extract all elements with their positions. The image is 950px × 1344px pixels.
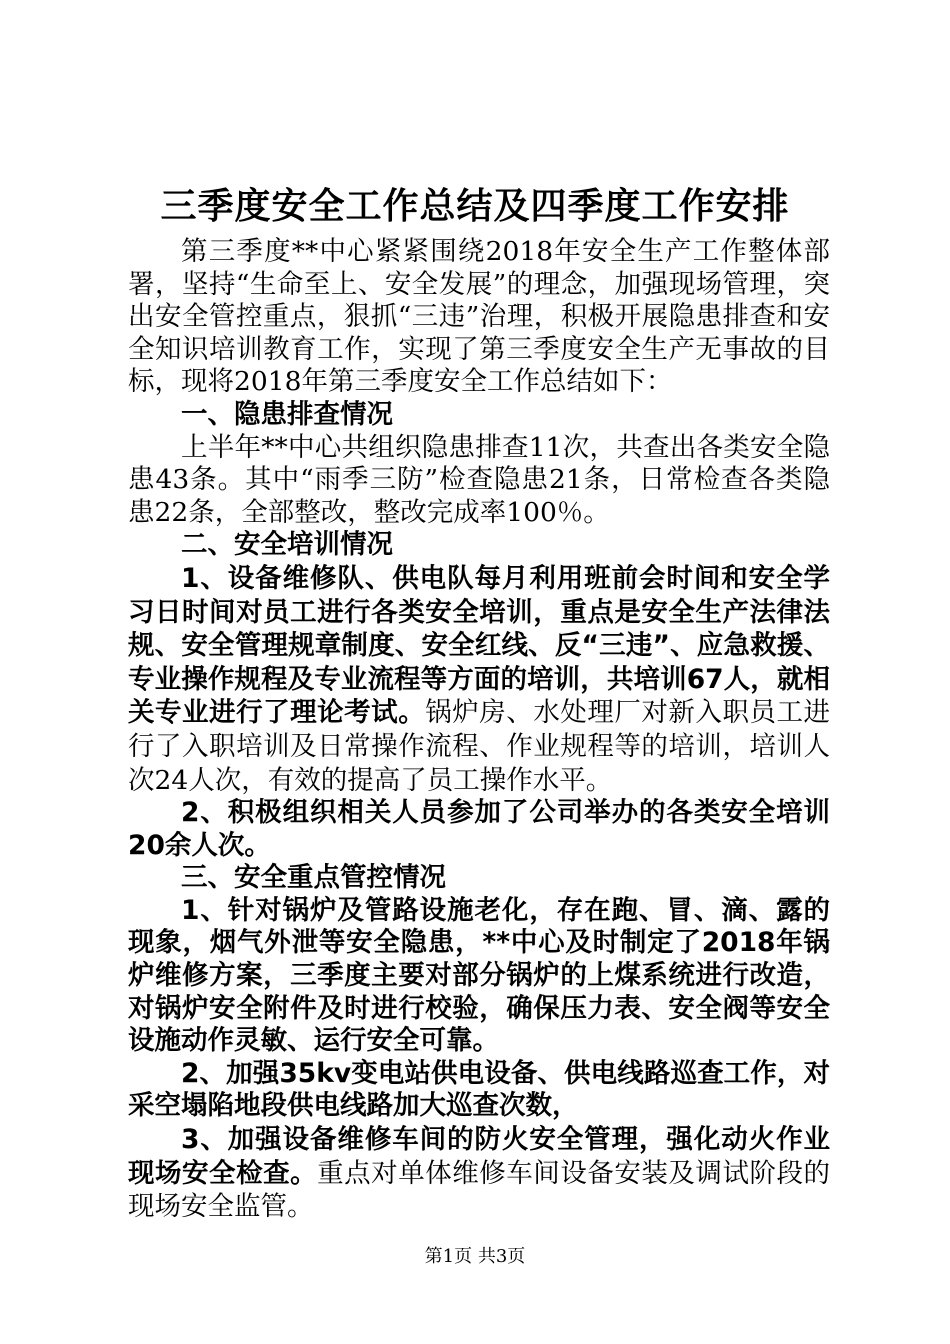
- section3-item3-paragraph: [128, 1123, 830, 1224]
- section2-item1-extra: 锅炉房、水处理厂对新入职员工进行了入职培训及日常操作流程、作业规程等的培训，培训人次24人次，有效的提高了员工操作水平。: [128, 697, 831, 796]
- intro-paragraph: 第三季度**中心紧紧围绕2018年安全生产工作整体部署，坚持“生命至上、安全发展”的理念，加强现场管理，突出安全管控重点，狠抓“三违”治理，积极开展隐患排查和安全知识培训教育工作，实现了第三季度安全生产无事故的目标，现将2018年第三季度安全工作总结如下：: [128, 236, 830, 398]
- document-body: [128, 236, 830, 1224]
- section2-item1-paragraph: [128, 562, 830, 797]
- section1-paragraph: 上半年**中心共组织隐患排查11次，共查出各类安全隐患43条。其中“雨季三防”检查隐患21条，日常检查各类隐患22条，全部整改，整改完成率100％。: [128, 431, 830, 528]
- section3-item3-main: 3、加强设备维修车间的防火安全管理，强化动火作业现场安全检查。: [128, 1124, 830, 1189]
- section3-item2-paragraph: 2、加强35kv变电站供电设备、供电线路巡查工作，对采空塌陷地段供电线路加大巡查次数，: [128, 1057, 830, 1122]
- section3-heading: 三、安全重点管控情况: [181, 862, 446, 894]
- section1-heading: 一、隐患排查情况: [181, 398, 393, 430]
- section3-item1-paragraph: 1、针对锅炉及管路设施老化，存在跑、冒、滴、露的现象，烟气外泄等安全隐患，**中心及时制定了2018年锅炉维修方案，三季度主要对部分锅炉的上煤系统进行改造，对锅炉安全附件及时进行校验，确保压力表、安全阀等安全设施动作灵敏、运行安全可靠。: [128, 894, 830, 1057]
- section3-item3-extra: 重点对单体维修车间设备安装及调试阶段的现场安全监管。: [128, 1157, 831, 1223]
- page-footer: 第1页 共3页: [424, 1246, 526, 1267]
- document-title: 三季度安全工作总结及四季度工作安排: [160, 185, 790, 227]
- section2-item1-main: 1、设备维修队、供电队每月利用班前会时间和安全学习日时间对员工进行各类安全培训，重点是安全生产法律法规、安全管理规章制度、安全红线、反“三违”、应急救援、专业操作规程及专业流程等方面的培训，共培训67人，就相关专业进行了理论考试。: [128, 562, 830, 729]
- section2-heading: 二、安全培训情况: [181, 529, 393, 561]
- section2-item2-paragraph: 2、积极组织相关人员参加了公司举办的各类安全培训20余人次。: [128, 797, 830, 861]
